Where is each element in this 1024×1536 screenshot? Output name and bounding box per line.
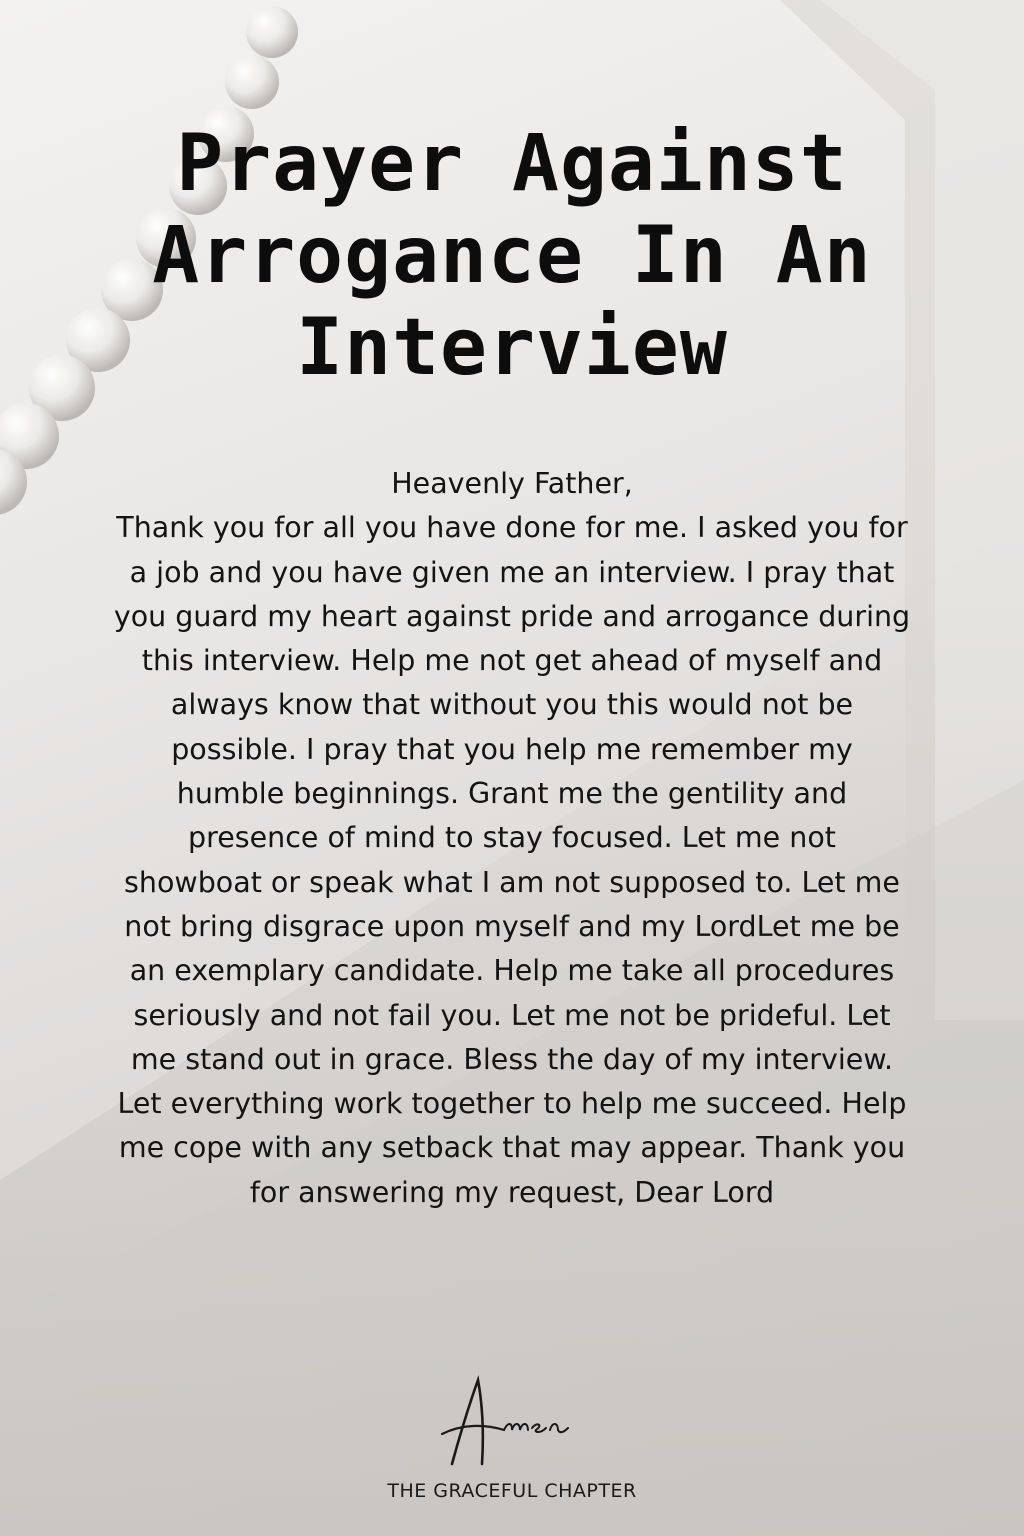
amen-signature bbox=[412, 1372, 612, 1472]
prayer-line: possible. I pray that you help me remember my bbox=[171, 732, 853, 766]
prayer-line: Thank you for all you have done for me. I asked you for bbox=[116, 511, 908, 545]
prayer-line: this interview. Help me not get ahead of myself and bbox=[141, 644, 883, 678]
prayer-line: a job and you have given me an interview. I pray that bbox=[129, 555, 895, 589]
prayer-line: you guard my heart against pride and arrogance during bbox=[113, 599, 911, 633]
amen-script-icon bbox=[412, 1372, 612, 1472]
prayer-line: Let everything work together to help me succeed. Help bbox=[117, 1087, 907, 1121]
prayer-line: Heavenly Father, bbox=[391, 467, 633, 500]
prayer-line: not bring disgrace upon myself and my LordLet me be bbox=[124, 909, 900, 943]
prayer-line: showboat or speak what I am not supposed to. Let me bbox=[124, 865, 900, 899]
title-line: Interview bbox=[296, 303, 728, 393]
prayer-line: me cope with any setback that may appear. Thank you bbox=[118, 1131, 906, 1165]
prayer-line: humble beginnings. Grant me the gentility and bbox=[176, 777, 848, 811]
prayer-line: an exemplary candidate. Help me take all procedures bbox=[129, 954, 895, 988]
prayer-line: seriously and not fail you. Let me not be prideful. Let bbox=[133, 998, 891, 1032]
brand-footer: THE GRACEFUL CHAPTER bbox=[387, 1480, 637, 1502]
prayer-line: presence of mind to stay focused. Let me not bbox=[188, 821, 836, 855]
title-line: Arrogance In An bbox=[152, 211, 872, 301]
title-line: Prayer Against bbox=[176, 119, 848, 209]
prayer-line: for answering my request, Dear Lord bbox=[249, 1175, 775, 1209]
prayer-body bbox=[40, 462, 984, 1215]
prayer-line: always know that without you this would not be bbox=[170, 688, 854, 722]
prayer-line: me stand out in grace. Bless the day of my interview. bbox=[130, 1042, 894, 1076]
prayer-title bbox=[60, 118, 964, 394]
